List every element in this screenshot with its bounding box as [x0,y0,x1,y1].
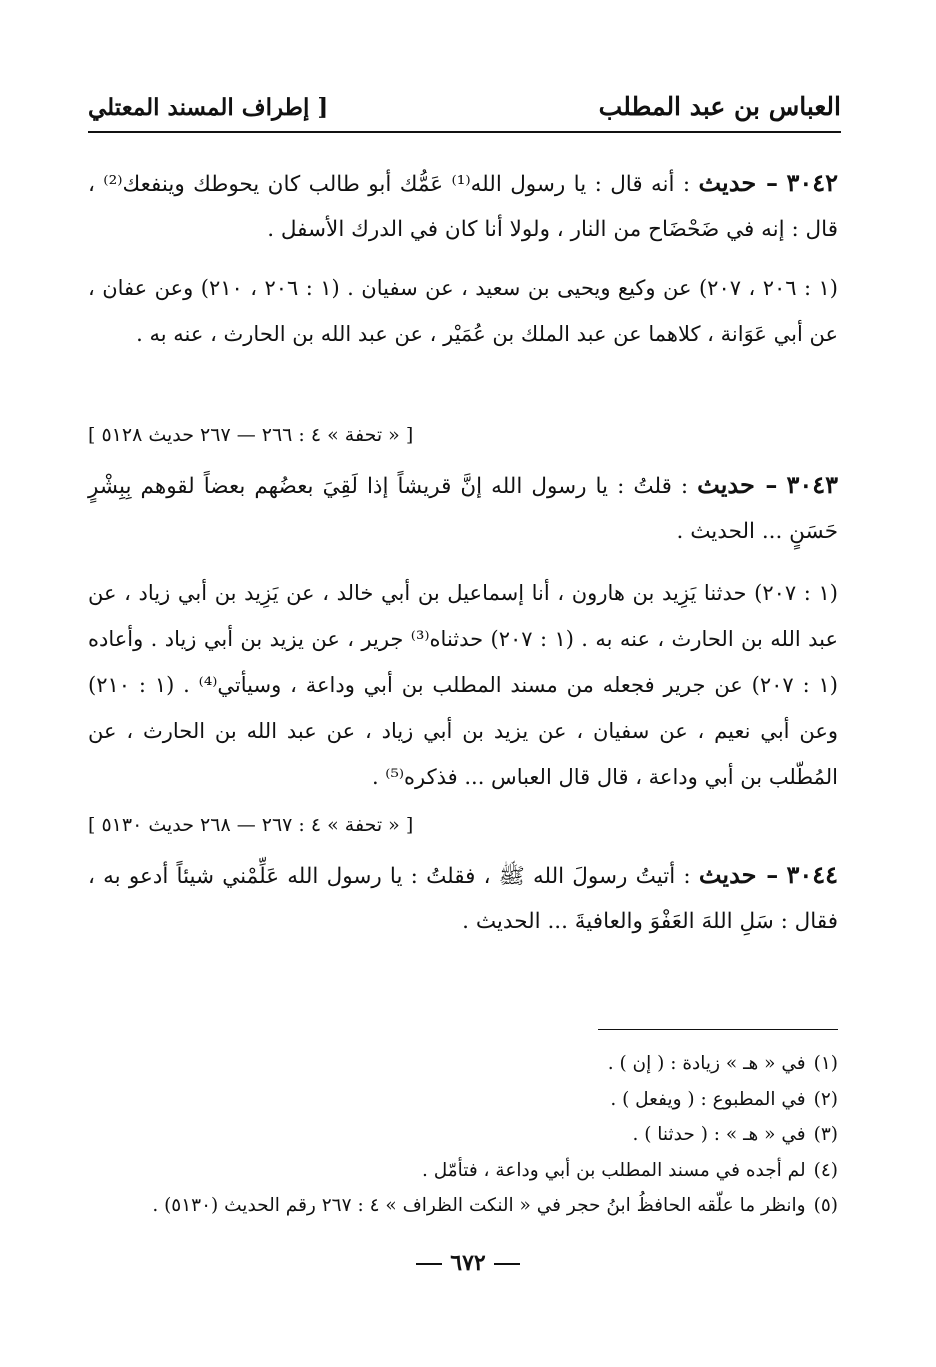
page-number: ٦٧٢ [0,1250,936,1276]
hadith-number: ٣٠٤٣ [786,470,838,499]
footnote-item: (٥)وانظر ما علّقه الحافظُ ابنُ حجر في « النكت الظراف » ٤ : ٢٦٧ رقم الحديث (٥١٣٠) . [152,1195,838,1216]
footnote-item: (١)في « هـ » زيادة : ( إن ) . [607,1053,838,1074]
header-divider [88,131,841,133]
isnad-3042: (١ : ٢٠٦ ، ٢٠٧) عن وكيع ويحيى بن سعيد ، عن سفيان . (١ : ٢٠٦ ، ٢١٠) وعن عفان ، عن أبي عَوَانة ، كلاهما عن عبد الملك بن عُمَيْر ، عن عبد الله بن الحارث ، عنه به . [88,276,838,346]
hadith-keyword: حديث [697,470,755,499]
isnad-3043: (١ : ٢٠٧) حدثنا يَزِيد بن هارون ، أنا إسماعيل بن أبي خالد ، عن يَزِيد بن أبي زياد ، عن عبد الله بن الحارث ، عنه به . (١ : ٢٠٧) حدثناه⁽³⁾ جرير ، عن يزيد بن أبي زياد . وأعاده (١ : ٢٠٧) عن جرير فجعله من مسند المطلب بن أبي وداعة ، وسيأتي⁽⁴⁾ . (١ : ٢١٠) وعن أبي نعيم ، عن سفيان ، عن يزيد بن أبي زياد ، عن عبد الله بن الحارث ، عن المُطّلب بن أبي وداعة ، قال قال العباس ... فذكره⁽⁵⁾ . [88,581,838,789]
hadith-entry-3043: ٣٠٤٣ – حديث : قلتُ : يا رسول الله إنَّ قريشاً إذا لَقِيَ بعضُهم بعضاً لقوهم بِبِشْرٍ حَسَنٍ ... الحديث . [88,470,838,544]
footnotes [88,1046,838,1224]
footnote-item: (٣)في « هـ » : ( حدثنا ) . [632,1124,838,1145]
tuhfa-reference-3042: [ « تحفة » ٤ : ٢٦٦ — ٢٦٧ حديث ٥١٢٨ ] [88,424,414,446]
running-header [88,90,841,130]
hadith-number: ٣٠٤٢ [786,168,838,197]
hadith-keyword: حديث [698,168,757,197]
book-title: [ إطراف المسند المعتلي [88,94,329,121]
hadith-entry-3042: ٣٠٤٢ – حديث : أنه قال : يا رسول الله⁽¹⁾ عَمُّك أبو طالب كان يحوطك وينفعك⁽²⁾ ، قال : إنه في ضَحْضَاح من النار ، ولولا أنا كان في الدرك الأسفل . [88,168,838,242]
footnote-divider [598,1029,838,1030]
hadith-text: : قلتُ : يا رسول الله إنَّ قريشاً إذا لَقِيَ بعضُهم بعضاً لقوهم بِبِشْرٍ حَسَنٍ ... الحديث . [88,474,838,544]
footnote-item: (٤)لم أجده في مسند المطلب بن أبي وداعة ، فتأمّل . [421,1159,838,1181]
hadith-entry-3044: ٣٠٤٤ – حديث : أتيتُ رسولَ الله ﷺ ، فقلتُ : يا رسول الله عَلِّمْني شيئاً أدعو به ، فقال : سَلِ اللهَ العَفْوَ والعافيةَ ... الحديث . [88,860,838,934]
hadith-keyword: حديث [698,860,757,889]
chapter-title: العباس بن عبد المطلب [598,92,841,121]
footnote-item: (٢)في المطبوع : ( ويفعل ) . [610,1088,838,1110]
hadith-text: : أتيتُ رسولَ الله ﷺ ، فقلتُ : يا رسول الله عَلِّمْني شيئاً أدعو به ، فقال : سَلِ اللهَ العَفْوَ والعافيةَ ... الحديث . [88,864,838,934]
hadith-number: ٣٠٤٤ [786,860,838,889]
tuhfa-reference-3043: [ « تحفة » ٤ : ٢٦٧ — ٢٦٨ حديث ٥١٣٠ ] [88,814,414,836]
hadith-text: : أنه قال : يا رسول الله⁽¹⁾ عَمُّك أبو طالب كان يحوطك وينفعك⁽²⁾ ، قال : إنه في ضَحْضَاح من النار ، ولولا أنا كان في الدرك الأسفل . [88,172,838,242]
